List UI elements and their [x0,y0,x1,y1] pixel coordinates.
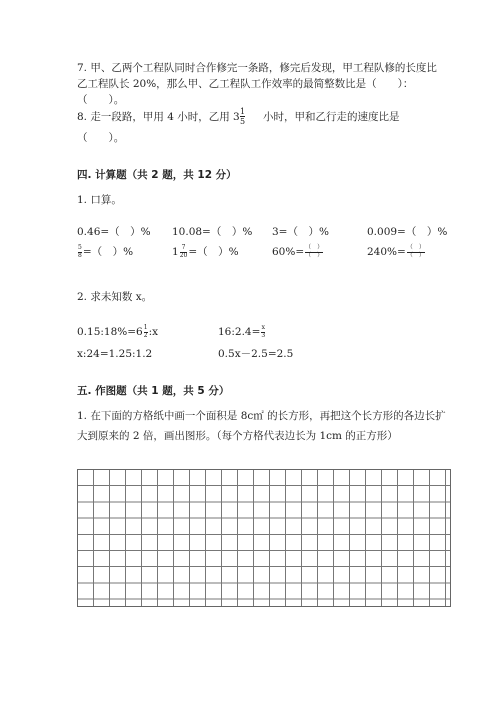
oral-calc-6-rest: =（ ）% [188,246,239,258]
fraction-denominator: 20 [179,252,188,259]
mixed-number-whole: 1 [172,246,179,258]
q7-line3: （ ）。 [77,94,125,106]
section5-title: 五. 作图题（共 1 题，共 5 分） [77,385,230,397]
oral-calc-4: 0.009=（ ）% [367,226,448,238]
oral-calc-5-rest: =（ ）% [82,246,134,258]
fraction-numerator: x [261,324,266,331]
q8-line2: （ ）。 [77,132,125,144]
equation-2 [218,325,266,339]
oral-calc-1: 0.46=（ ）% [77,226,151,238]
q7-line2: 乙工程队长 20%，那么甲、乙工程队工作效率的最简整数比是（ ）： [77,78,414,90]
q8-fraction-denominator: 5 [240,117,246,126]
equation-4: 0.5x－2.5=2.5 [218,348,294,360]
fraction-denominator: （ ） [305,252,324,259]
section4-part1-label: 1. 口算。 [77,194,122,206]
equation-1-rest: :x [148,326,159,338]
q8-line1-start: 8. 走一段路，甲用 4 小时，乙用 3 [77,111,240,123]
equation-1 [77,325,158,339]
equation-2-lead: 16:2.4= [218,326,261,338]
q8-fraction-numerator: 1 [240,107,246,116]
oral-calc-7-lead: 60%= [272,246,305,258]
equation-3: x:24=1.25:1.2 [77,348,153,360]
section4-part2-label: 2. 求未知数 x。 [77,291,153,303]
oral-calc-8-lead: 240%= [367,246,406,258]
section5-line1: 1. 在下面的方格纸中画一个面积是 8c㎡ 的长方形，再把这个长方形的各边长扩 [77,410,446,422]
oral-calc-8 [367,245,426,259]
fraction-numerator: 7 [181,244,186,251]
q8-line1-end: 小时，甲和乙行走的速度比是 [263,111,400,123]
oral-calc-7-fraction [305,245,323,259]
section5-line2: 大到原来的 2 倍，画出图形。（每个方格代表边长为 1cm 的正方形） [77,430,398,442]
oral-calc-3: 3=（ ）% [272,226,329,238]
q7-line1: 7. 甲、乙两个工程队同时合作修完一条路，修完后发现，甲工程队修的长度比 [77,62,437,74]
q8-fraction [240,107,245,126]
fraction-numerator: 5 [78,244,82,251]
oral-calc-8-fraction [407,245,425,259]
fraction-denominator: （ ） [406,252,425,259]
equation-2-fraction [261,325,265,339]
fraction-denominator: 8 [78,252,82,259]
oral-calc-5-fraction [78,245,82,259]
oral-calc-7 [272,245,324,259]
oral-calc-6-fraction [180,245,188,259]
fraction-numerator: （ ） [305,244,324,251]
fraction-denominator: 2 [143,332,148,339]
oral-calc-5 [77,245,133,259]
oral-calc-2: 10.08=（ ）% [172,226,253,238]
equation-1-lead: 0.15:18%=6 [77,326,143,338]
section4-title: 四. 计算题（共 2 题，共 12 分） [77,169,237,181]
fraction-numerator: 1 [143,324,148,331]
square-grid-paper [77,469,451,607]
fraction-denominator: 3 [261,332,266,339]
fraction-numerator: （ ） [406,244,425,251]
oral-calc-6 [172,245,239,259]
equation-1-fraction [144,325,148,339]
